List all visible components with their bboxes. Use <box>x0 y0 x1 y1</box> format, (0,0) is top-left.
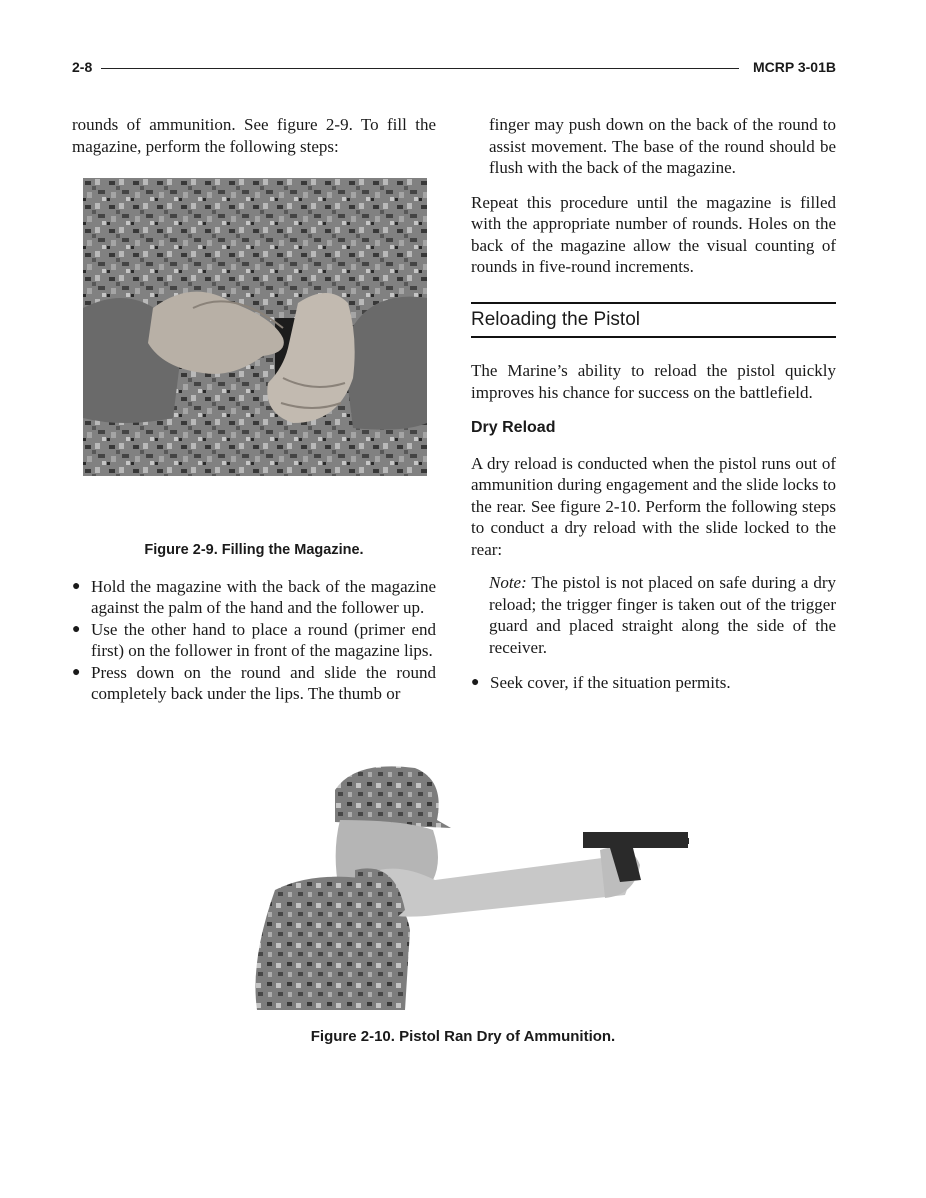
subheading: Dry Reload <box>471 419 556 436</box>
note-label: Note: <box>489 573 527 592</box>
figure-2-10-caption: Figure 2-10. Pistol Ran Dry of Ammunition. <box>310 1028 616 1045</box>
list-item: ● Use the other hand to place a round (primer end first) on the follower in front of the magazine lips. <box>72 619 436 660</box>
intro-paragraph: rounds of ammunition. See figure 2-9. To fill the magazine, perform the following steps: <box>72 115 436 156</box>
repeat-paragraph: Repeat this procedure until the magazine is filled with the appropriate number of rounds. Holes on the back of the magazine allow the visual counting of rounds in five-round increments. <box>471 192 836 276</box>
section-heading-box <box>471 302 836 339</box>
figure-2-10-photo <box>205 760 697 1010</box>
list-item: ● Hold the magazine with the back of the magazine against the palm of the hand and the follower up. <box>72 576 436 617</box>
list-item: ● Seek cover, if the situation permits. <box>471 673 731 692</box>
document-id: MCRP 3-01B <box>753 59 836 75</box>
list-item: ● Press down on the round and slide the round completely back under the lips. The thumb or <box>72 662 436 703</box>
figure-2-9-caption: Figure 2-9. Filling the Magazine. <box>144 542 364 558</box>
section-title: Reloading the Pistol <box>471 308 640 330</box>
header-rule <box>101 68 739 69</box>
page-number: 2-8 <box>72 59 93 75</box>
right-column <box>471 114 836 694</box>
continuation-paragraph: finger may push down on the back of the round to assist movement. The base of the round should be flush with the back of the magazine. <box>489 115 836 177</box>
dry-reload-paragraph: A dry reload is conducted when the pistol runs out of ammunition during engagement and the slide locks to the rear. See figure 2-10. Perform the following steps to conduct a dry reload with the slide locked to the rear: <box>471 453 836 559</box>
left-column <box>72 114 436 705</box>
note-paragraph: Note: The pistol is not placed on safe during a dry reload; the trigger finger is taken out of the trigger guard and placed straight along the side of the receiver. <box>489 573 836 657</box>
section-paragraph: The Marine’s ability to reload the pistol quickly improves his chance for success on the battlefield. <box>471 361 836 402</box>
